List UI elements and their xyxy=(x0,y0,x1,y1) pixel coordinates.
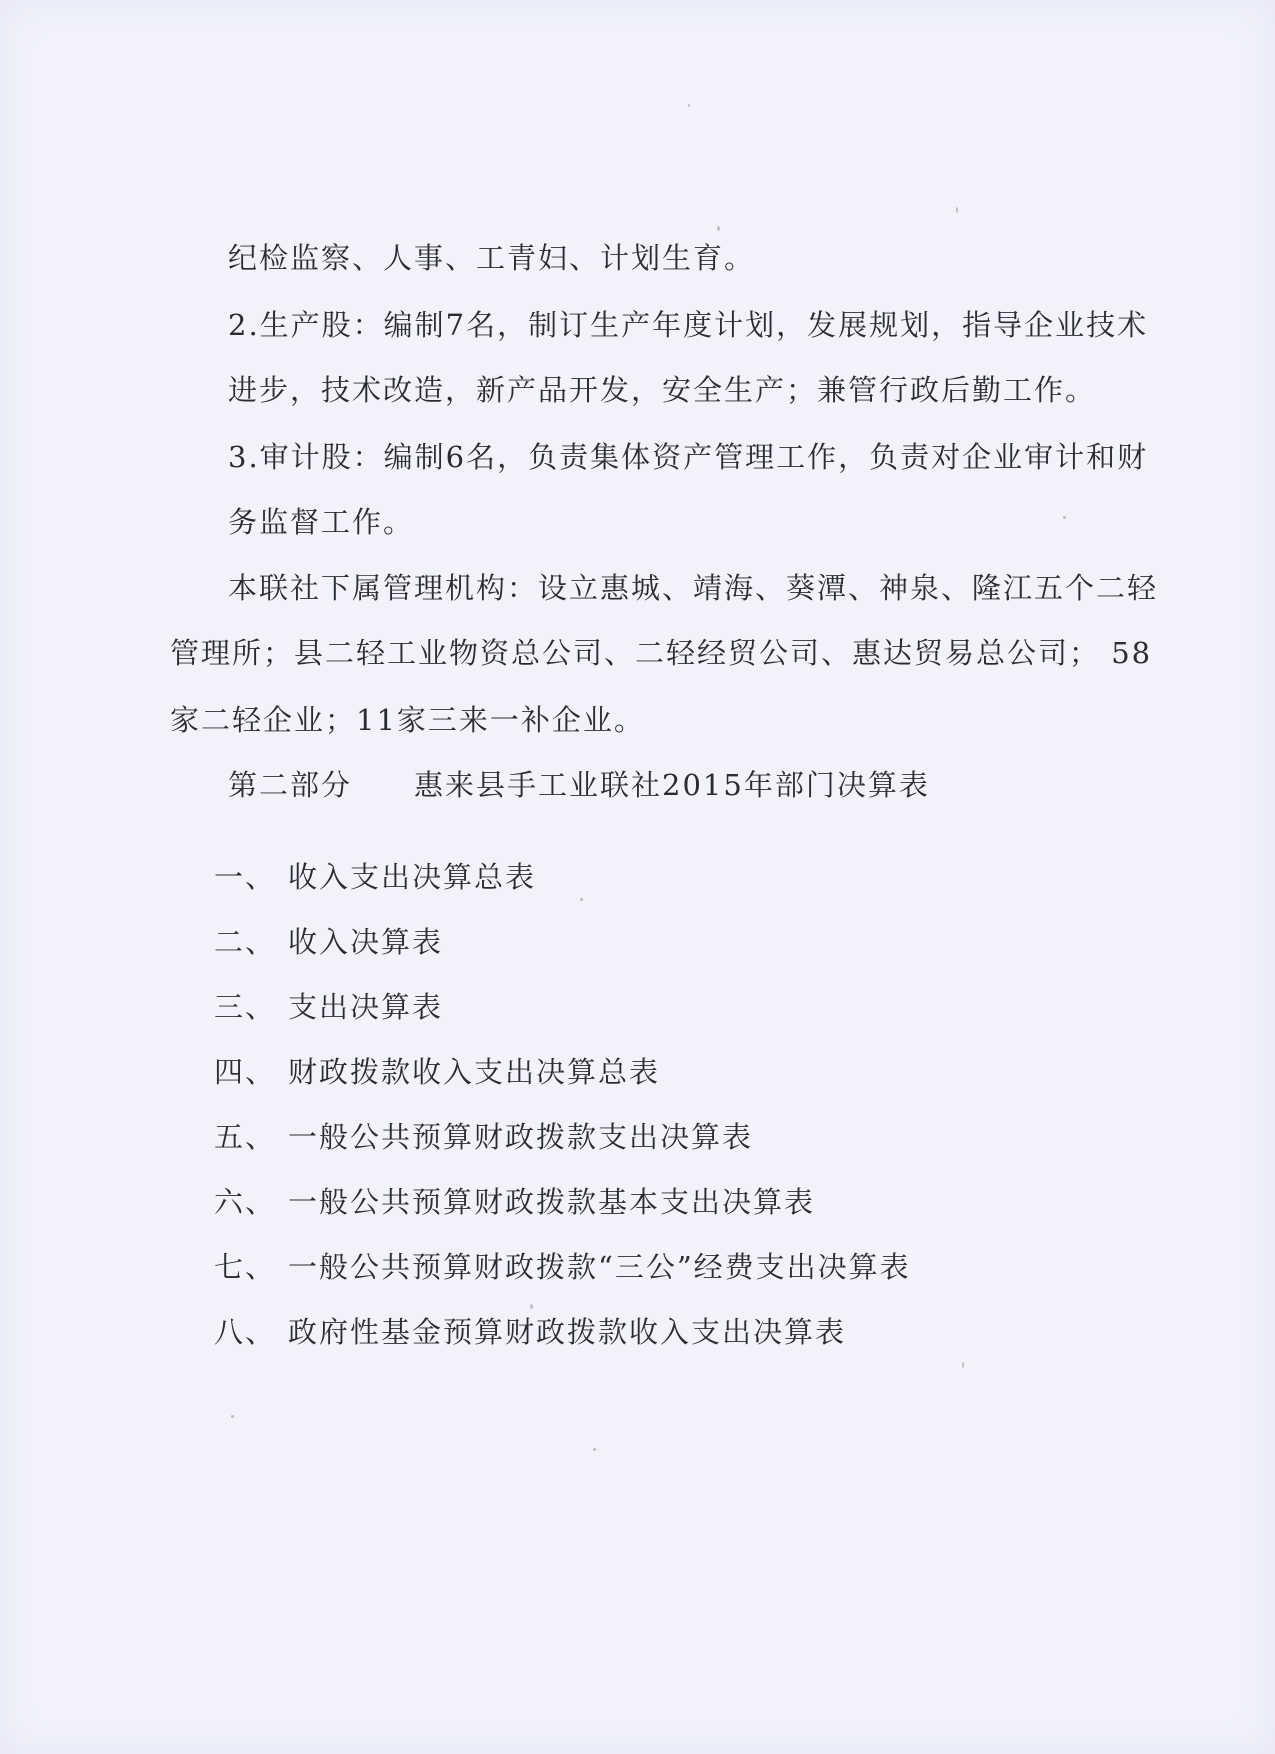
list-item-number: 八、 xyxy=(214,1315,277,1349)
list-item-title: 政府性基金预算财政拨款收入支出决算表 xyxy=(288,1315,847,1349)
list-item xyxy=(214,1312,846,1352)
list-item-title: 收入决算表 xyxy=(288,925,444,959)
scan-speck xyxy=(717,226,720,231)
list-item-number: 四、 xyxy=(214,1055,277,1089)
body-line-1: 纪检监察、人事、工青妇、计划生育。 xyxy=(228,241,756,275)
scan-speck xyxy=(688,104,690,107)
body-line-6: 本联社下属管理机构：设立惠城、靖海、葵潭、神泉、隆江五个二轻 xyxy=(228,571,1159,605)
list-item-number: 五、 xyxy=(214,1120,277,1154)
scan-speck xyxy=(580,898,583,901)
scan-speck xyxy=(956,207,958,213)
list-item xyxy=(214,987,443,1027)
scan-speck xyxy=(962,1362,964,1368)
scan-speck xyxy=(1063,516,1066,519)
list-item-title: 一般公共预算财政拨款支出决算表 xyxy=(288,1120,754,1154)
list-item-title: 收入支出决算总表 xyxy=(288,860,537,894)
list-item-number: 一、 xyxy=(214,860,277,894)
list-item xyxy=(214,1052,660,1092)
list-item xyxy=(214,922,443,962)
body-line-5: 务监督工作。 xyxy=(228,505,415,539)
body-line-8: 家二轻企业；11家三来一补企业。 xyxy=(170,703,645,737)
section-title: 惠来县手工业联社2015年部门决算表 xyxy=(414,768,930,802)
list-item-title: 一般公共预算财政拨款基本支出决算表 xyxy=(288,1185,816,1219)
list-item-number: 三、 xyxy=(214,990,277,1024)
list-item-title: 一般公共预算财政拨款“三公”经费支出决算表 xyxy=(288,1250,911,1284)
body-line-4: 3.审计股：编制6名，负责集体资产管理工作，负责对企业审计和财 xyxy=(228,440,1149,474)
scan-speck xyxy=(593,1448,596,1451)
scan-speck xyxy=(530,1304,533,1309)
list-item xyxy=(214,1117,753,1157)
list-item-number: 六、 xyxy=(214,1185,277,1219)
list-item xyxy=(214,857,536,897)
body-line-7: 管理所；县二轻工业物资总公司、二轻经贸公司、惠达贸易总公司； 58 xyxy=(170,636,1153,670)
list-item-number: 七、 xyxy=(214,1250,277,1284)
section-heading xyxy=(228,765,930,805)
body-line-3: 进步，技术改造，新产品开发，安全生产；兼管行政后勤工作。 xyxy=(228,373,1097,407)
body-line-2: 2.生产股：编制7名，制订生产年度计划，发展规划，指导企业技术 xyxy=(228,308,1149,342)
list-item-number: 二、 xyxy=(214,925,277,959)
list-item xyxy=(214,1182,815,1222)
list-item-title: 支出决算表 xyxy=(288,990,444,1024)
list-item-title: 财政拨款收入支出决算总表 xyxy=(288,1055,661,1089)
scan-speck xyxy=(231,1415,234,1418)
section-part-label: 第二部分 xyxy=(228,768,353,802)
list-item xyxy=(214,1247,911,1287)
